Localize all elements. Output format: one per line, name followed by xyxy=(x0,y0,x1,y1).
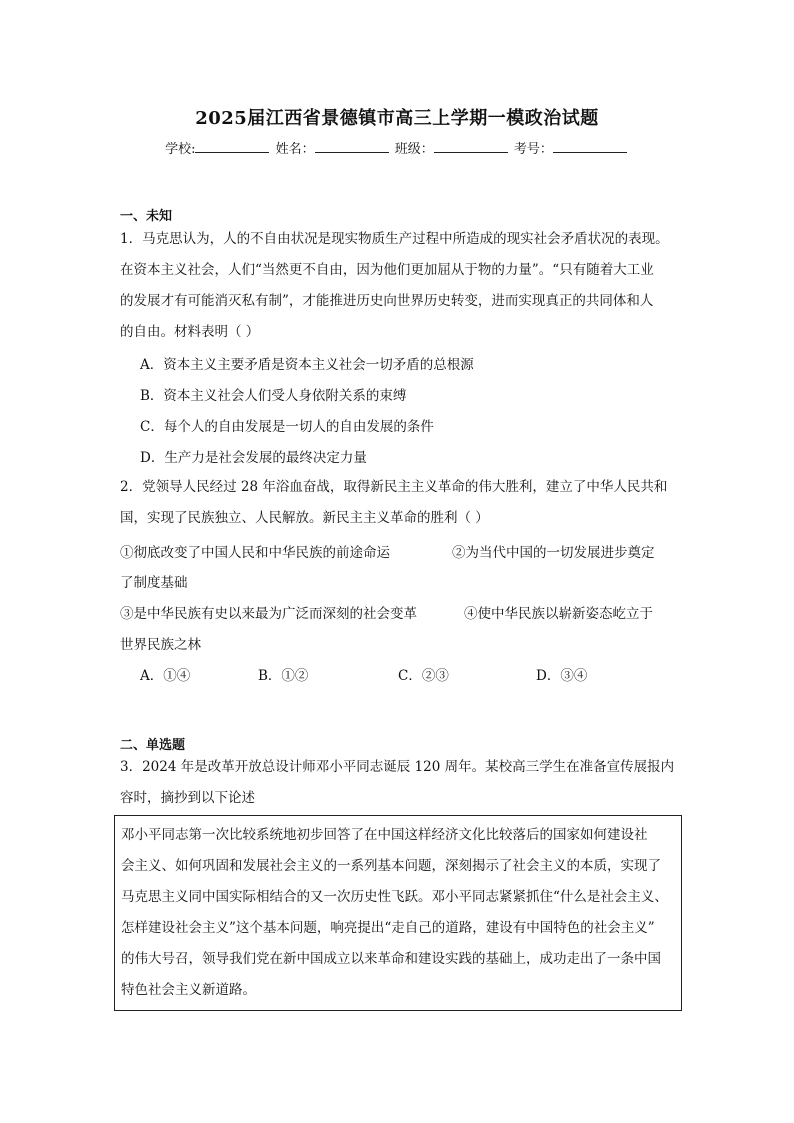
question-1-option-a[interactable]: A．资本主义主要矛盾是资本主义社会一切矛盾的总根源 xyxy=(140,357,474,373)
question-2-option-b[interactable]: B．①② xyxy=(258,668,309,684)
question-1-stem xyxy=(120,224,690,348)
class-blank[interactable] xyxy=(434,139,508,153)
question-3-stem xyxy=(120,752,690,814)
question-2-statement-3: ③是中华民族有史以来最为广泛而深刻的社会变革 xyxy=(120,606,417,622)
question-2-stem xyxy=(120,472,690,534)
question-3-line: 容时，摘抄到以下论述 xyxy=(120,790,255,806)
question-2-line: 2．党领导人民经过 28 年浴血奋战，取得新民主主义革命的伟大胜利，建立了中华人民共和 xyxy=(120,479,668,495)
quotation-line: 会主义、如何巩固和发展社会主义的一系列基本问题，深刻揭示了社会主义的本质，实现了 xyxy=(121,858,661,874)
question-2-statement-4-cont: 世界民族之林 xyxy=(120,637,201,653)
class-label: 班级： xyxy=(394,142,434,157)
quotation-line: 特色社会主义新道路。 xyxy=(121,982,256,998)
question-2-option-d[interactable]: D．③④ xyxy=(536,668,588,684)
question-2-statement-4: ④使中华民族以崭新姿态屹立于 xyxy=(464,606,653,622)
quotation-line: 邓小平同志第一次比较系统地初步回答了在中国这样经济文化比较落后的国家如何建设社 xyxy=(121,827,648,843)
question-2-option-c[interactable]: C．②③ xyxy=(398,668,449,684)
name-blank[interactable] xyxy=(315,139,389,153)
question-2-line: 国，实现了民族独立、人民解放。新民主主义革命的胜利（ ） xyxy=(120,510,489,526)
question-2-statement-2-cont: 了制度基础 xyxy=(120,575,188,591)
question-2-option-a[interactable]: A．①④ xyxy=(140,668,191,684)
question-2-statement-1: ①彻底改变了中国人民和中华民族的前途命运 xyxy=(120,545,390,561)
question-1-option-b[interactable]: B．资本主义社会人们受人身依附关系的束缚 xyxy=(140,388,407,404)
quotation-line: 的伟大号召，领导我们党在新中国成立以来革命和建设实践的基础上，成功走出了一条中国 xyxy=(121,951,661,967)
exam-number-label: 考号： xyxy=(513,142,553,157)
exam-number-blank[interactable] xyxy=(553,139,627,153)
question-1-option-d[interactable]: D．生产力是社会发展的最终决定力量 xyxy=(140,450,367,466)
quotation-line: 马克思主义同中国实际相结合的又一次历史性飞跃。邓小平同志紧紧抓住“什么是社会主义、 xyxy=(121,889,668,905)
quotation-box xyxy=(114,815,682,1011)
question-3-line: 3．2024 年是改革开放总设计师邓小平同志诞辰 120 周年。某校高三学生在准备宣传展报内 xyxy=(120,759,675,775)
quotation-text xyxy=(121,820,679,1006)
question-2-statement-2: ②为当代中国的一切发展进步奠定 xyxy=(452,545,655,561)
quotation-line: 怎样建设社会主义”这个基本问题，响亮提出“走自己的道路，建设有中国特色的社会主义” xyxy=(121,920,655,936)
question-1-line: 在资本主义社会，人们“当然更不自由，因为他们更加屈从于物的力量”。“只有随着大工业 xyxy=(120,262,654,278)
section-heading-unknown: 一、未知 xyxy=(120,209,173,224)
question-1-option-c[interactable]: C．每个人的自由发展是一切人的自由发展的条件 xyxy=(140,419,434,435)
exam-title: 2025届江西省景德镇市高三上学期一模政治试题 xyxy=(195,108,599,129)
school-label: 学校: xyxy=(165,142,196,157)
school-blank[interactable] xyxy=(195,139,269,153)
question-1-line: 的自由。材料表明（ ） xyxy=(120,324,260,340)
student-info-row xyxy=(0,138,794,157)
question-1-line: 的发展才有可能消灭私有制”，才能推进历史向世界历史转变，进而实现真正的共同体和人 xyxy=(120,293,654,309)
section-heading-single-choice: 二、单选题 xyxy=(120,738,186,753)
question-1-line: 1．马克思认为，人的不自由状况是现实物质生产过程中所造成的现实社会矛盾状况的表现。 xyxy=(120,231,669,247)
name-label: 姓名： xyxy=(275,142,315,157)
